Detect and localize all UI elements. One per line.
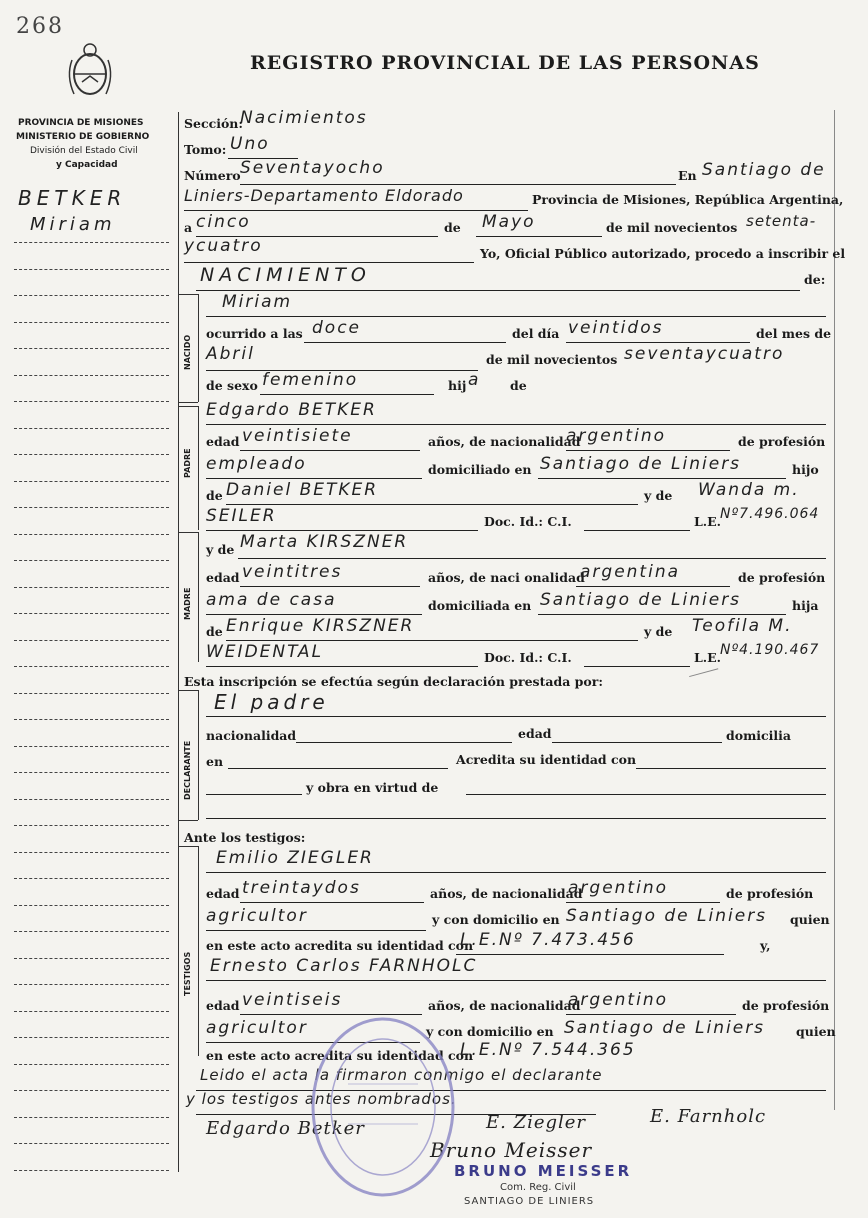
left-header-division: División del Estado Civil [30,146,138,156]
label-tomo: Tomo: [184,142,227,157]
label-acredita-testigo1: en este acto acredita su identidad con [206,938,474,953]
label-a: a [184,220,193,235]
official-stamp-role: Com. Reg. Civil [500,1182,576,1193]
signature-testigo2: E. Farnholc [650,1106,767,1127]
value-madre-nac: argentina [580,562,681,582]
label-nacionalidad: nacionalidad [206,728,297,743]
left-header-province: PROVINCIA DE MISIONES [18,118,144,128]
label-ocurrido: ocurrido a las [206,326,303,341]
value-hora: doce [312,318,361,338]
signature-oficial: Bruno Meisser [430,1138,593,1162]
margin-rule-line [14,666,169,667]
nacido-box [198,294,199,402]
margin-rule-line [14,295,169,296]
label-acredita: Acredita su identidad con [456,752,637,767]
value-madre-padre: Enrique KIRSZNER [226,616,415,636]
value-testigo1-nombre: Emilio ZIEGLER [216,848,374,868]
label-domicilia: domicilia [726,728,792,743]
value-padre-madre-2: SEILER [206,506,277,526]
value-testigo2-dom: Santiago de Liniers [564,1018,766,1038]
label-ante-testigos: Ante los testigos: [184,830,306,845]
margin-rule-line [14,534,169,535]
margin-rule-line [14,1090,169,1091]
value-anio-1: setenta- [746,212,817,230]
label-y-de-madre: y de [206,542,235,557]
margin-rule-line [14,719,169,720]
value-sexo: femenino [262,370,359,390]
margin-given-name: Miriam [30,214,116,235]
margin-rule-line [14,1117,169,1118]
value-lugar-2: Liniers-Departamento Eldorado [184,186,464,205]
label-quien-testigo1: quien [790,912,830,927]
value-nombre: Miriam [222,292,293,312]
margin-rule-line [14,852,169,853]
label-esta-inscripcion: Esta inscripción se efectúa según declaración prestada por: [184,674,603,689]
label-le-padre: L.E. [694,514,722,529]
signature-testigo1: E. Ziegler [486,1112,587,1133]
value-madre-madre-1: Teofila M. [692,616,793,636]
value-hij-suffix: a [468,370,481,390]
label-testigos: TESTIGOS [183,951,192,996]
value-padre-dom: Santiago de Liniers [540,454,742,474]
margin-rule-line [14,693,169,694]
value-madre-dom: Santiago de Liniers [540,590,742,610]
value-madre-edad: veintitres [242,562,343,582]
margin-rule-line [14,587,169,588]
label-doc-padre: Doc. Id.: C.I. [484,514,572,529]
margin-rule-line [14,640,169,641]
margin-rule-line [14,931,169,932]
label-domiciliada: domiciliada en [428,598,532,613]
left-header-ministry: MINISTERIO DE GOBIERNO [16,132,150,142]
margin-rule-line [14,269,169,270]
margin-rule-line [14,1011,169,1012]
label-del-dia: del día [512,326,560,341]
margin-rule-line [14,958,169,959]
label-y-testigo: y, [760,938,771,953]
value-seccion: Nacimientos [240,108,368,128]
left-header-capacity: y Capacidad [56,160,118,170]
value-padre-padre: Daniel BETKER [226,480,379,500]
label-seccion: Sección: [184,116,243,131]
margin-rule-line [14,507,169,508]
margin-rule-line [14,984,169,985]
value-testigo2-prof: agricultor [206,1018,308,1038]
official-seal-icon [308,1014,458,1200]
declarante-box [198,690,199,820]
label-anos-padre: años, de nacionalidad [428,434,581,449]
margin-rule-line [14,746,169,747]
label-nacido: NACIDO [183,334,192,370]
declarante-box-top [178,690,198,691]
value-tomo: Uno [230,134,270,154]
margin-rule-line [14,481,169,482]
label-de-2: de [510,378,527,393]
label-yo: Yo, Oficial Público autorizado, procedo a inscribir el [480,246,846,261]
label-edad-decl: edad [518,726,552,741]
madre-box-top [178,532,198,533]
value-madre-prof: ama de casa [206,590,337,610]
margin-rule-line [14,428,169,429]
margin-rule-line [14,1037,169,1038]
value-padre-prof: empleado [206,454,307,474]
value-padre-nombre: Edgardo BETKER [206,400,377,420]
label-anos-testigo2: años, de nacionalidad [428,998,581,1013]
value-numero: Seventayocho [240,158,385,178]
label-de-padre: de [206,488,223,503]
margin-rule-line [14,1064,169,1065]
value-declarante: El padre [214,690,329,714]
value-padre-nac: argentino [566,426,666,446]
margin-rule-line [14,1170,169,1171]
label-numero: Número [184,168,241,183]
margin-rule-line [14,560,169,561]
label-y-de-madre-2: y de [644,624,673,639]
value-testigo1-nac: argentino [568,878,668,898]
value-madre-nombre: Marta KIRSZNER [240,532,409,552]
coat-of-arms-icon [64,40,116,104]
label-declarante: DECLARANTE [183,740,192,800]
value-mes: Mayo [482,212,536,232]
label-edad-madre: edad [206,570,240,585]
value-testigo2-nombre: Ernesto Carlos FARNHOLC [210,956,478,976]
label-de-mil: de mil novecientos [606,220,738,235]
label-acredita-testigo2: en este acto acredita su identidad con [206,1048,474,1063]
value-testigo2-doc: L.E.Nº 7.544.365 [460,1040,636,1060]
value-padre-le: Nº7.496.064 [720,506,820,522]
value-testigo1-prof: agricultor [206,906,308,926]
value-mes-nac: Abril [206,344,255,364]
label-prof-padre: de profesión [738,434,826,449]
label-edad-padre: edad [206,434,240,449]
value-lugar-1: Santiago de [702,160,826,180]
value-testigo1-doc: L.E.Nº 7.473.456 [460,930,636,950]
label-padre: PADRE [183,448,192,478]
official-stamp-place: SANTIAGO DE LINIERS [464,1196,595,1207]
label-le-madre: L.E. [694,650,722,665]
label-anos-madre: años, de naci onalidad [428,570,585,585]
label-en-decl: en [206,754,224,769]
nacido-box-bottom [178,402,198,403]
nacido-box-top [178,294,198,295]
label-hija: hija [792,598,819,613]
value-testigo2-edad: veintiseis [242,990,343,1010]
closing-line-1: Leido el acta la firmaron conmigo el declarante [200,1066,603,1084]
margin-rule-line [14,878,169,879]
label-domiciliado: domiciliado en [428,462,532,477]
label-quien-testigo2: quien [796,1024,836,1039]
label-de-madre: de [206,624,223,639]
label-obra: y obra en virtud de [306,780,439,795]
value-anio-nac: seventaycuatro [624,344,785,364]
value-padre-madre-1: Wanda m. [698,480,800,500]
value-dia: cinco [196,212,251,232]
declarante-box-bottom [178,820,198,821]
padre-box-top [178,406,198,407]
value-testigo1-edad: treintaydos [242,878,361,898]
margin-rule-line [14,348,169,349]
label-prof-testigo1: de profesión [726,886,814,901]
margin-rule-line [14,401,169,402]
margin-rule-line [14,322,169,323]
margin-rule-line [14,772,169,773]
value-padre-edad: veintisiete [242,426,353,446]
label-y-de-padre: y de [644,488,673,503]
label-edad-testigo2: edad [206,998,240,1013]
label-hij: hij [448,378,467,393]
label-de-colon: de: [804,272,826,287]
label-de: de [444,220,461,235]
form-left-border [178,112,179,1172]
padre-box [198,406,199,530]
margin-rule-line [14,613,169,614]
margin-rule-line [14,825,169,826]
closing-line-2: y los testigos antes nombrados. [186,1090,457,1108]
margin-rule-line [14,375,169,376]
label-del-mes: del mes de [756,326,832,341]
signature-padre: Edgardo Betker [206,1118,365,1139]
page-number: 268 [16,14,64,39]
label-provincia: Provincia de Misiones, República Argentina, [532,192,844,207]
label-en: En [678,168,697,183]
testigos-box-top [178,846,198,847]
label-edad-testigo1: edad [206,886,240,901]
margin-rule-line [14,454,169,455]
label-prof-testigo2: de profesión [742,998,830,1013]
value-tipo: NACIMIENTO [200,264,371,286]
margin-rule-line [14,905,169,906]
label-domicilio-testigo2: y con domicilio en [426,1024,554,1039]
mark-scribble [689,668,721,686]
value-testigo2-nac: argentino [568,990,668,1010]
label-doc-madre: Doc. Id.: C.I. [484,650,572,665]
label-hijo: hijo [792,462,819,477]
testigos-box [198,846,199,1056]
value-madre-madre-2: WEIDENTAL [206,642,324,662]
label-de-mil-2: de mil novecientos [486,352,618,367]
page-title: REGISTRO PROVINCIAL DE LAS PERSONAS [250,52,760,74]
margin-rule-line [14,1143,169,1144]
value-dia-nac: veintidos [568,318,664,338]
official-stamp-name: BRUNO MEISSER [454,1162,633,1180]
label-madre: MADRE [183,587,192,620]
label-domicilio-testigo1: y con domicilio en [432,912,560,927]
margin-rule-line [14,799,169,800]
madre-box [198,532,199,662]
value-testigo1-dom: Santiago de Liniers [566,906,768,926]
label-prof-madre: de profesión [738,570,826,585]
label-sexo: de sexo [206,378,258,393]
margin-surname: BETKER [18,186,127,210]
label-anos-testigo1: años, de nacionalidad [430,886,583,901]
value-madre-le: Nº4.190.467 [720,642,820,658]
value-anio-2: ycuatro [184,236,263,256]
margin-rule-line [14,242,169,243]
